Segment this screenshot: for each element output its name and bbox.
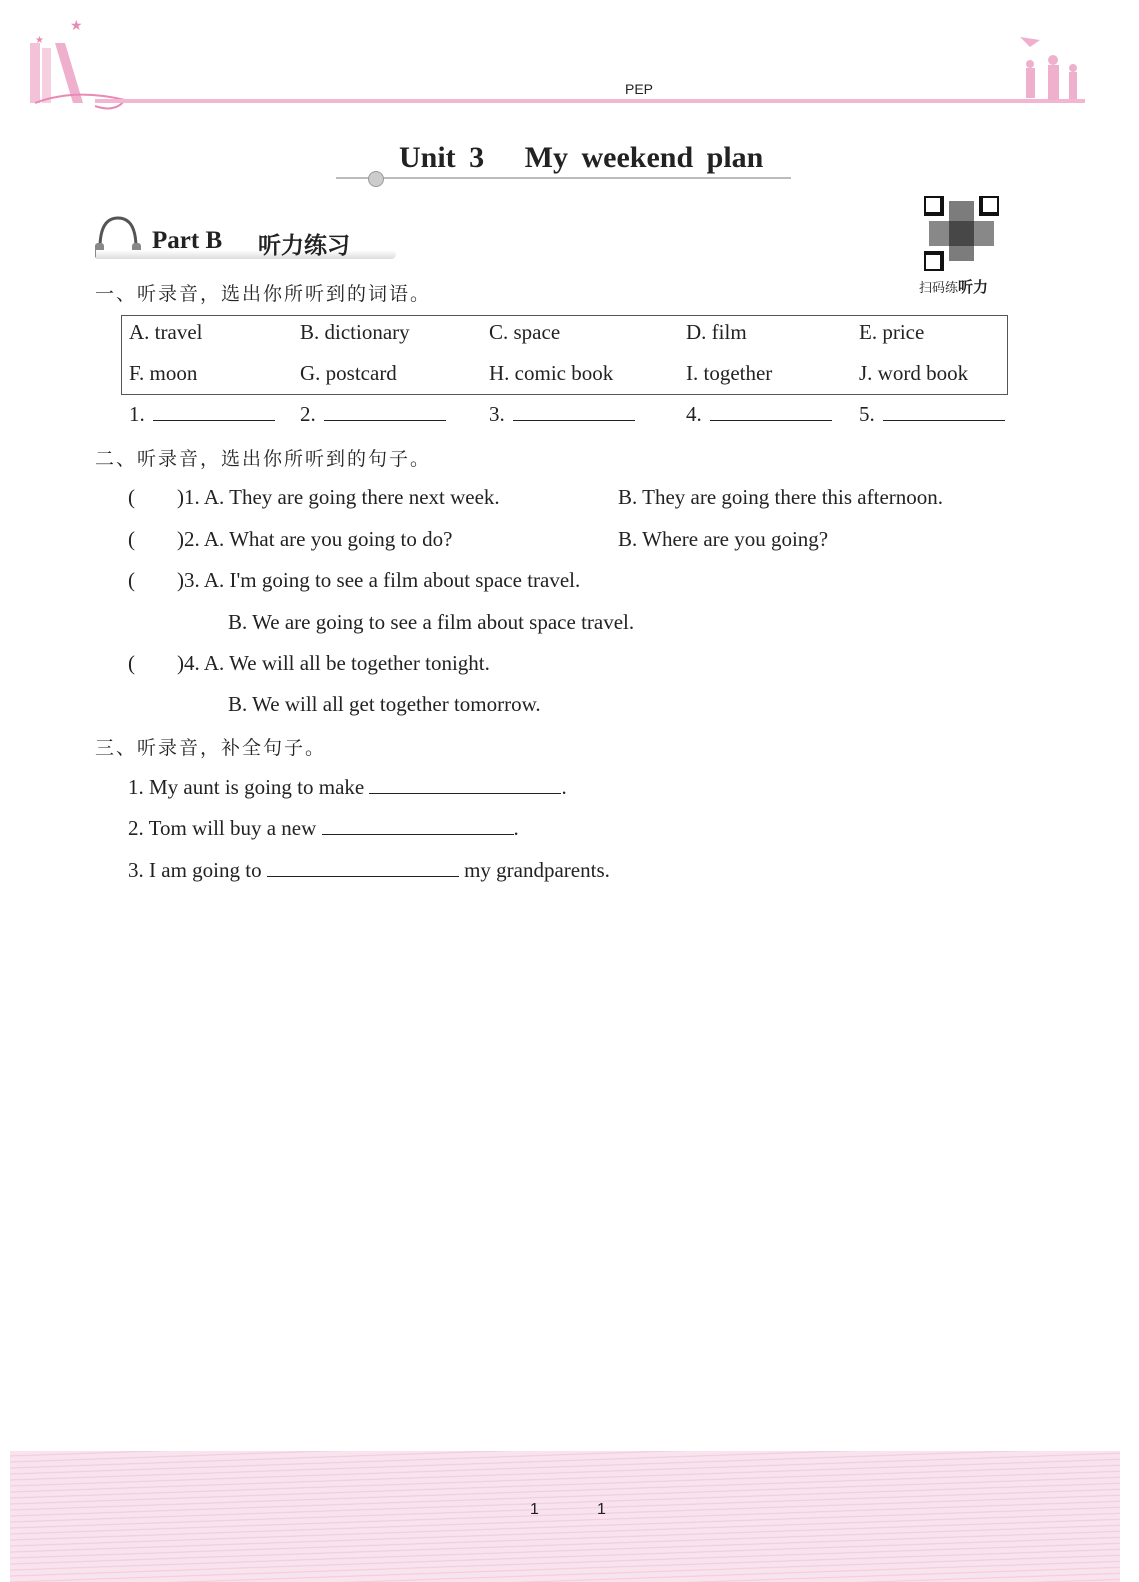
question-2-option-b: B. Where are you going? bbox=[618, 527, 829, 551]
question-4-option-a: ( )4. A. We will all be together tonight. bbox=[128, 651, 490, 675]
part-subtitle: 听力练习 bbox=[258, 233, 350, 259]
word-option: E. price bbox=[859, 320, 925, 344]
header-rule bbox=[95, 99, 1085, 103]
fill-sentence-3 bbox=[128, 858, 610, 882]
sentence-3-suffix: my grandparents. bbox=[458, 858, 610, 882]
word-option: B. dictionary bbox=[300, 320, 410, 344]
word-answer-5 bbox=[859, 402, 1005, 426]
fill-sentence-2 bbox=[128, 816, 519, 840]
answer-blank[interactable] bbox=[513, 402, 635, 421]
answer-blank[interactable] bbox=[153, 402, 275, 421]
word-option: A. travel bbox=[129, 320, 203, 344]
answer-blank-3[interactable] bbox=[267, 858, 459, 877]
question-3-option-b: B. We are going to see a film about space travel. bbox=[228, 610, 635, 634]
question-3-option-a: ( )3. A. I'm going to see a film about space travel. bbox=[128, 568, 581, 592]
title-rule bbox=[336, 177, 791, 179]
word-option: C. space bbox=[489, 320, 561, 344]
word-option: J. word book bbox=[859, 361, 969, 385]
sentence-2-suffix: . bbox=[513, 816, 519, 840]
section1-heading: 一、听录音，选出你所听到的词语。 bbox=[95, 283, 432, 305]
answer-number: 5. bbox=[859, 402, 875, 426]
answer-number: 1. bbox=[129, 402, 145, 426]
answer-blank[interactable] bbox=[883, 402, 1005, 421]
word-option: D. film bbox=[686, 320, 747, 344]
word-answer-4 bbox=[686, 402, 832, 426]
part-banner bbox=[96, 250, 396, 259]
svg-text:★: ★ bbox=[35, 35, 44, 46]
word-answer-3 bbox=[489, 402, 635, 426]
question-2-option-a: ( )2. A. What are you going to do? bbox=[128, 527, 453, 551]
svg-text:★: ★ bbox=[70, 19, 83, 34]
question-1-option-b: B. They are going there this afternoon. bbox=[618, 485, 944, 509]
word-option: H. comic book bbox=[489, 361, 614, 385]
section2-heading: 二、听录音，选出你所听到的句子。 bbox=[95, 448, 432, 470]
sentence-3-prefix: 3. I am going to bbox=[128, 858, 267, 882]
word-option: G. postcard bbox=[300, 361, 397, 385]
question-4-option-b: B. We will all get together tomorrow. bbox=[228, 692, 541, 716]
footer-wave-band bbox=[10, 1451, 1120, 1582]
section3-heading: 三、听录音，补全句子。 bbox=[95, 737, 327, 759]
answer-blank[interactable] bbox=[324, 402, 446, 421]
fill-sentence-1 bbox=[128, 775, 567, 799]
qr-caption-bold: 听力 bbox=[958, 278, 989, 296]
answer-blank-2[interactable] bbox=[322, 816, 514, 835]
sentence-2-prefix: 2. Tom will buy a new bbox=[128, 816, 322, 840]
page-number-right: 1 bbox=[597, 1501, 606, 1518]
question-1-option-a: ( )1. A. They are going there next week. bbox=[128, 485, 500, 509]
qr-code-icon[interactable] bbox=[924, 196, 999, 271]
qr-caption bbox=[919, 276, 988, 297]
sentence-1-suffix: . bbox=[561, 775, 567, 799]
series-label: PEP bbox=[625, 81, 654, 97]
children-kite-decoration-icon bbox=[1015, 32, 1090, 102]
part-label: Part B bbox=[152, 227, 223, 254]
answer-blank-1[interactable] bbox=[369, 775, 561, 794]
page-title: Unit 3 My weekend plan bbox=[399, 141, 764, 174]
answer-number: 2. bbox=[300, 402, 316, 426]
sentence-1-prefix: 1. My aunt is going to make bbox=[128, 775, 370, 799]
answer-blank[interactable] bbox=[710, 402, 832, 421]
word-answer-2 bbox=[300, 402, 446, 426]
word-answer-1 bbox=[129, 402, 275, 426]
word-option: F. moon bbox=[129, 361, 198, 385]
answer-number: 4. bbox=[686, 402, 702, 426]
books-decoration-icon bbox=[25, 18, 135, 118]
title-bullet-icon bbox=[368, 171, 384, 187]
word-option: I. together bbox=[686, 361, 773, 385]
qr-caption-small: 扫码练 bbox=[919, 281, 959, 296]
answer-number: 3. bbox=[489, 402, 505, 426]
page-number-left: 1 bbox=[530, 1501, 539, 1518]
